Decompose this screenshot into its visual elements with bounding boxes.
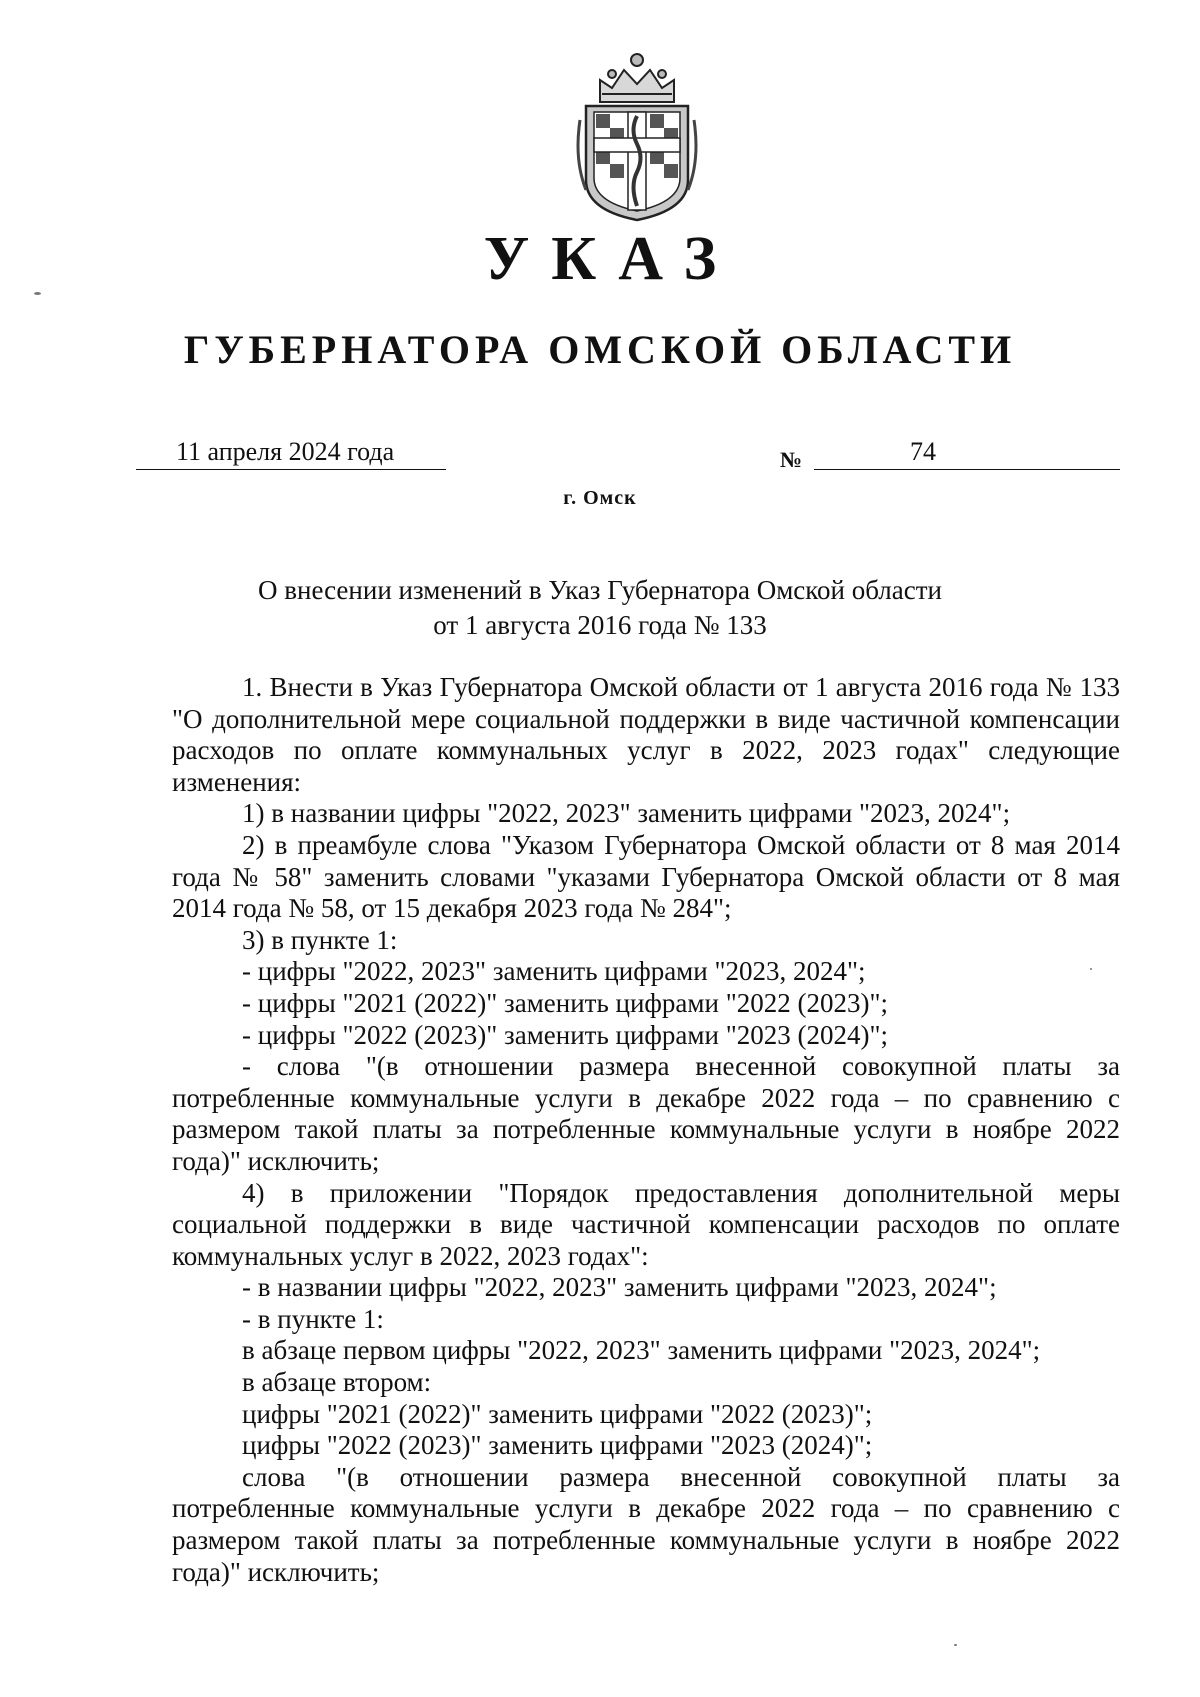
paragraph-6: - цифры "2021 (2022)" заменить цифрами "2022 (2023)";: [242, 987, 888, 1018]
subject-line-2: от 1 августа 2016 года № 133: [433, 610, 767, 640]
paragraph-2: 1) в названии цифры "2022, 2023" заменить цифрами "2023, 2024";: [242, 798, 1011, 829]
paragraph-14: цифры "2021 (2022)" заменить цифрами "2022 (2023)";: [242, 1398, 873, 1429]
paragraph-5: - цифры "2022, 2023" заменить цифрами "2023, 2024";: [242, 956, 866, 987]
document-body: [172, 672, 1120, 1588]
paragraph-13: в абзаце втором:: [242, 1367, 432, 1398]
scan-artifact: [34, 292, 41, 295]
issuing-authority: ГУБЕРНАТОРА ОМСКОЙ ОБЛАСТИ: [183, 327, 1017, 372]
paragraph-3: 2) в преамбуле слова "Указом Губернатора Омской области от 8 мая 2014 года № 58" заменить словами "указами Губернатора Омской области от 8 мая 2014 года № 58, от 15 декабря 2023 года № 284";: [172, 829, 1120, 924]
paragraph-10: - в названии цифры "2022, 2023" заменить цифрами "2023, 2024";: [242, 1272, 997, 1303]
number-field: [814, 437, 1120, 470]
paragraph-1: 1. Внести в Указ Губернатора Омской области от 1 августа 2016 года № 133 "О дополнительной мере социальной поддержки в виде частичной компенсации расходов по оплате коммунальных услуг в 2022, 2023 годах" следующие изменения:: [172, 672, 1120, 797]
paragraph-4: 3) в пункте 1:: [242, 924, 398, 955]
date-field: [136, 437, 446, 470]
paragraph-7: - цифры "2022 (2023)" заменить цифрами "2023 (2024)";: [242, 1019, 888, 1050]
paragraph-9: 4) в приложении "Порядок предоставления дополнительной меры социальной поддержки в виде частичной компенсации расходов по оплате коммунальных услуг в 2022, 2023 годах":: [172, 1177, 1120, 1271]
number-sign: №: [780, 447, 803, 472]
paragraph-16: слова "(в отношении размера внесенной совокупной платы за потребленные коммунальные услуги в декабре 2022 года – по сравнению с размером такой платы за потребленные коммунальные услуги в ноябре 2022 года)" исключить;: [172, 1461, 1120, 1587]
paragraph-11: - в пункте 1:: [242, 1303, 384, 1334]
document-date: 11 апреля 2024 года: [176, 437, 395, 466]
paragraph-8: - слова "(в отношении размера внесенной совокупной платы за потребленные коммунальные услуги в декабре 2022 года – по сравнению с размером такой платы за потребленные коммунальные услуги в ноябре 2022 года)" исключить;: [172, 1051, 1120, 1176]
paragraph-12: в абзаце первом цифры "2022, 2023" заменить цифрами "2023, 2024";: [242, 1335, 1041, 1366]
scan-artifact: [1090, 968, 1092, 970]
document-number: 74: [910, 437, 936, 466]
scan-artifact: [954, 1644, 957, 1646]
paragraph-15: цифры "2022 (2023)" заменить цифрами "2023 (2024)";: [242, 1430, 873, 1461]
subject-line-1: О внесении изменений в Указ Губернатора Омской области: [258, 575, 942, 605]
coat-of-arms-emblem: [572, 50, 702, 222]
document-title: УКАЗ: [483, 225, 739, 293]
document-subject: [0, 573, 1200, 643]
document-city: г. Омск: [563, 487, 637, 509]
